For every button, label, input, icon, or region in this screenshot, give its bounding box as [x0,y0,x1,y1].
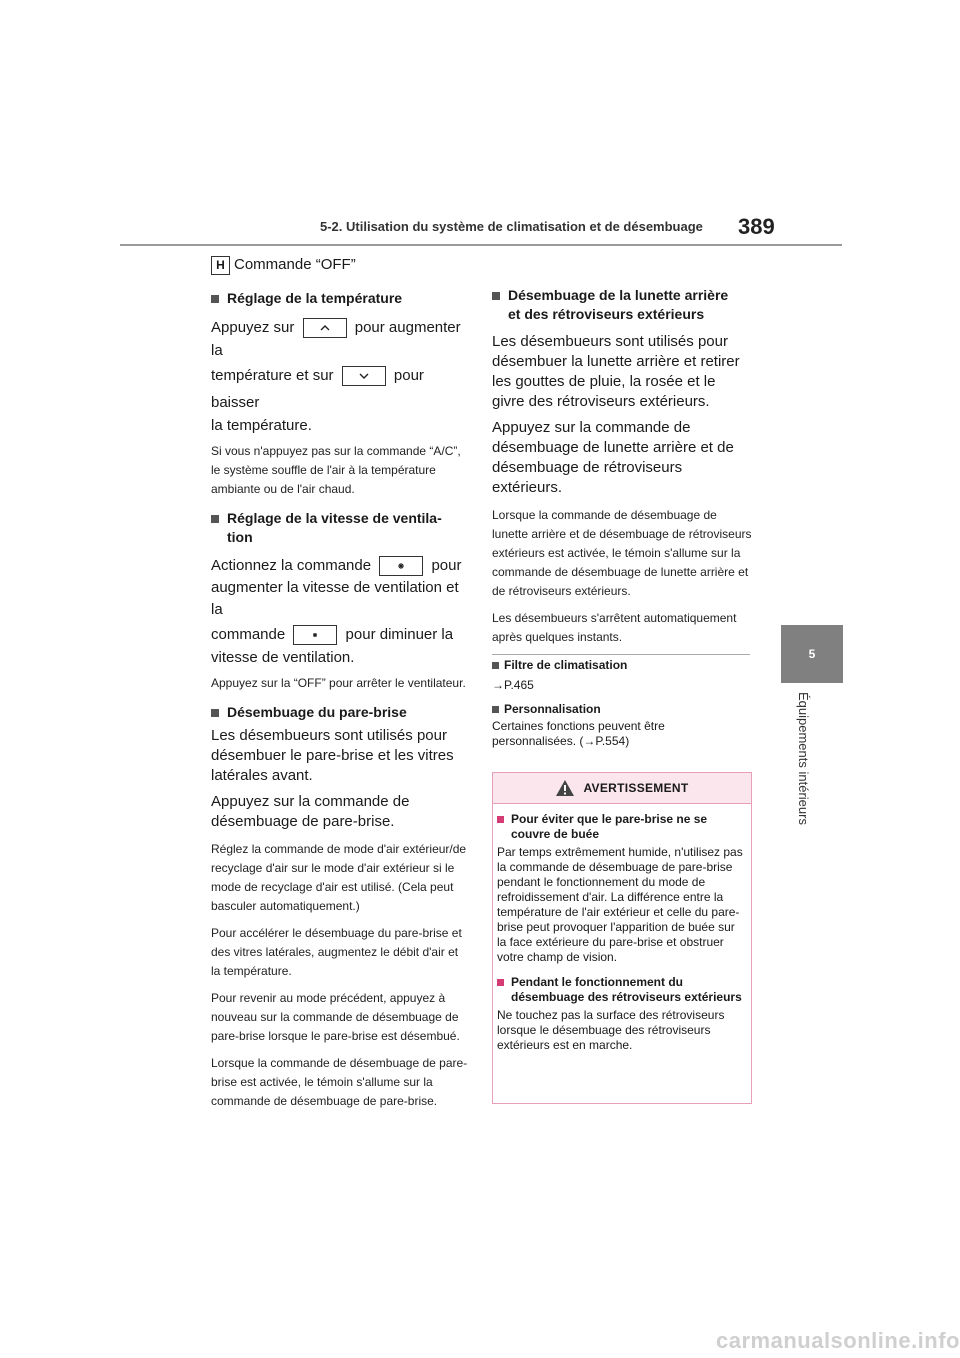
windshield-note-2: Pour accélérer le désembuage du pare-brise et des vitres latérales, augmentez le débit d'air et la température. [211,926,462,978]
custom-section [492,702,750,749]
temp-note: Si vous n'appuyez pas sur la commande “A/C”, le système souffle de l'air à la température ambiante ou de l'air chaud. [211,444,461,496]
page-number: 389 [738,214,775,239]
fan-note: Appuyez sur la “OFF” pour arrêter le ventilateur. [211,676,466,690]
heading-bullet-icon [211,709,219,717]
warning-triangle-icon [555,779,575,797]
windshield-note-3: Pour revenir au mode précédent, appuyez à nouveau sur la commande de désembuage de pare-brise lorsque le pare-brise est désembué. [211,991,460,1043]
warning-bullet-icon [497,816,504,823]
custom-heading: Personnalisation [492,702,750,717]
fan-line-1: Actionnez la commande pour [211,555,469,577]
marker-text: Commande “OFF” [234,256,356,273]
rear-para-2: Appuyez sur la commande de désembuage de lunette arrière et de désembuage de rétroviseurs extérieurs. [492,419,734,496]
warning-bullet-icon [497,979,504,986]
rear-note-1: Lorsque la commande de désembuage de lunette arrière et de désembuage de rétroviseurs extérieurs est activée, le témoin s'allume sur la commande de désembuage de lunette arrière et de rétroviseurs extérieurs. [492,508,752,598]
warning-box [492,772,752,1104]
fan-line-3: commande pour diminuer la [211,621,469,648]
chapter-label: Équipements intérieurs [796,692,811,825]
heading-bullet-icon [211,515,219,523]
warning-body [493,804,751,1053]
chapter-tab [781,625,843,683]
temp-up-button-icon [303,318,347,338]
warning-sub-2: Pendant le fonctionnement du désembuage des rétroviseurs extérieurs [497,975,745,1005]
fan-heading: Réglage de la vitesse de ventila- tion [211,509,469,547]
section-title: 5-2. Utilisation du système de climatisation et de désembuage [320,219,703,234]
temp-heading: Réglage de la température [211,289,469,308]
filter-heading: Filtre de climatisation [492,658,750,673]
windshield-note-1: Réglez la commande de mode d'air extérieur/de recyclage d'air sur le mode d'air extérieur si le mode de recyclage d'air est utilisé. (Cela peut basculer automatiquement.) [211,842,467,913]
section-divider [492,654,750,655]
fan-line-2: augmenter la vitesse de ventilation et la [211,579,459,618]
marker-line [211,255,469,275]
temp-down-button-icon [342,366,386,386]
fan-up-button-icon [379,556,423,576]
warning-header [493,773,751,804]
heading-bullet-icon [211,295,219,303]
warning-text-1: Par temps extrêmement humide, n'utilisez pas la commande de désembuage de pare-brise pendant le fonctionnement du mode de refroidissement d'air. La différence entre la température de l'air extérieur et celle du pare-brise peut provoquer l'apparition de buée sur la face extérieure du pare-brise et obstruer votre champ de vision. [497,845,743,964]
warning-text-2: Ne touchez pas la surface des rétroviseurs lorsque le désembuage des rétroviseurs extérieurs est en marche. [497,1008,725,1052]
windshield-para-1: Les désembueurs sont utilisés pour désembuer le pare-brise et les vitres latérales avant. [211,727,454,784]
callout-marker: H [211,256,230,275]
rear-heading: Désembuage de la lunette arrière et des rétroviseurs extérieurs [492,286,752,324]
heading-bullet-icon [492,292,500,300]
left-column [211,255,469,1111]
temp-line-2: température et sur pour baisser [211,367,424,411]
watermark: carmanualsonline.info [716,1328,960,1353]
warning-title: AVERTISSEMENT [583,781,689,795]
temp-line-3: la température. [211,417,312,434]
windshield-note-4: Lorsque la commande de désembuage de pare-brise est activée, le témoin s'allume sur la commande de désembuage de pare-brise. [211,1056,468,1108]
warning-sub-1: Pour éviter que le pare-brise ne se couvre de buée [497,812,745,842]
fan-line-4: vitesse de ventilation. [211,649,355,666]
custom-text: Certaines fonctions peuvent être personnalisées. (→P.554) [492,719,665,748]
temp-line-1: Appuyez sur pour augmenter la [211,319,461,359]
windshield-para-2: Appuyez sur la commande de désembuage de pare-brise. [211,793,410,830]
rear-para-1: Les désembueurs sont utilisés pour désembuer la lunette arrière et retirer les gouttes de pluie, la rosée et le givre des rétroviseurs extérieurs. [492,333,740,410]
chapter-side-label [796,692,812,852]
fan-down-button-icon [293,625,337,645]
heading-bullet-icon [492,662,499,669]
windshield-heading: Désembuage du pare-brise [211,703,469,722]
right-column [492,286,752,647]
filter-ref: →P.465 [492,678,534,692]
rear-note-2: Les désembueurs s'arrêtent automatiquement après quelques instants. [492,611,737,644]
header-rule [120,244,842,246]
heading-bullet-icon [492,706,499,713]
filter-section [492,658,750,693]
chapter-number: 5 [808,647,816,661]
